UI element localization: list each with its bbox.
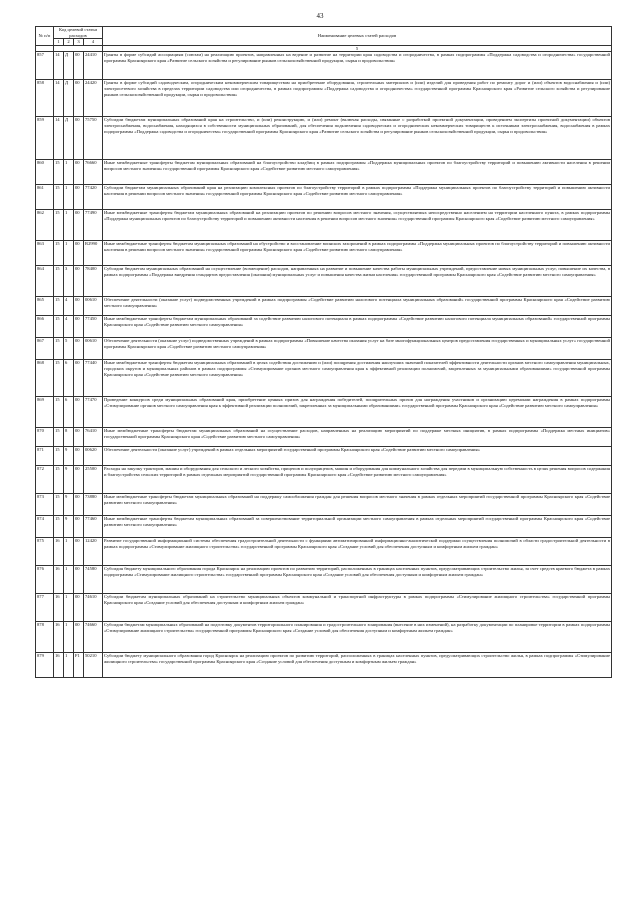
row-code-cell: 9 [64,494,74,516]
row-code-cell: 24410 [84,52,103,80]
row-code-cell: 77450 [84,316,103,338]
row-number-cell: 877 [36,594,54,622]
row-code-cell: 74580 [84,566,103,594]
row-code-cell: 15 [54,266,64,297]
row-code-cell: 77440 [84,360,103,397]
row-code-cell: 00 [74,185,84,210]
row-code-cell: 00 [74,266,84,297]
row-name-cell: Иные межбюджетные трансферты бюджетам муниципальных образований на реализацию проектов по решению вопросов местного значения, осуществляемых непосредственно населением на территории населенного пункта, в рамках подпрограммы «Поддержка муниципальных проектов по благоустройству территорий и повышению активности населения в решении вопросов местного значения» государственной программы Красноярского края «Содействие развитию местного самоуправления» [103,210,612,241]
row-name-cell: Развитие государственной информационной системы обеспечения градостроительной деятельности с функциями автоматизированной информационно-аналитической поддержки осуществления полномочий в области градостроительной деятельности в рамках подпрограммы «Стимулирование жилищного строительства» государственной программы Красноярского края «Создание условий для обеспечения доступным и комфортным жильем граждан» [103,538,612,566]
row-name-cell: Обеспечение деятельности (оказание услуг) учреждений в рамках отдельных мероприятий государственной программы Красноярского края «Содействие развитию местного самоуправления» [103,447,612,466]
row-code-cell: 16 [54,538,64,566]
row-code-cell: 78400 [84,266,103,297]
subheader-3: 3 [74,39,84,46]
row-code-cell: 15 [54,241,64,266]
row-code-cell: 00 [74,397,84,428]
row-name-cell: Субсидия бюджету муниципального образования города Красноярск на реализацию проектов по развитию территорий, расположенных в границах населенных пунктов, предусматривающих строительство жилья, за счет средств краевого бюджета в рамках подпрограммы «Стимулирование жилищного строительства» государственной программы Красноярского края «Создание условий для обеспечения доступным и комфортным жильем граждан» [103,566,612,594]
row-code-cell: 1 [64,566,74,594]
table-row [36,210,612,241]
row-number-cell: 868 [36,360,54,397]
table-row [36,160,612,185]
row-number-cell: 870 [36,428,54,447]
row-name-cell: Иные межбюджетные трансферты бюджетам муниципальных образований в целях содействия достижению и (или) поощрения достижения наилучших значений показателей эффективности деятельности органов местного самоуправления муниципальных, городских округов и муниципальных районов в рамках подпрограммы «Стимулирование органов местного самоуправления края к эффективной реализации полномочий, закрепленных за муниципальными образованиями» государственной программы Красноярского края «Содействие развитию местного самоуправления» [103,360,612,397]
row-name-cell: Иные межбюджетные трансферты бюджетам муниципальных образований на осуществление расходов, направленных на реализацию мероприятий по поддержке местных инициатив, в рамках подпрограммы «Поддержка местных инициатив» государственной программы Красноярского края «Содействие развитию местного самоуправления» [103,428,612,447]
row-code-cell: 76660 [84,160,103,185]
row-code-cell: 73880 [84,494,103,516]
table-row [36,594,612,622]
row-code-cell: 00 [74,338,84,360]
row-code-cell: 15 [54,447,64,466]
table-row [36,297,612,316]
row-code-cell: 12420 [84,538,103,566]
row-code-cell: 15 [54,210,64,241]
row-name-cell: Субсидии бюджетам муниципальных образований края на реализацию комплексных проектов по благоустройству территорий в рамках подпрограммы «Поддержка муниципальных проектов по благоустройству территорий и повышению активности населения в решении вопросов местного значения» государственной программы Красноярского края «Содействие развитию местного самоуправления» [103,185,612,210]
row-code-cell: 1 [64,538,74,566]
row-code-cell: 00 [74,297,84,316]
table-row [36,494,612,516]
row-code-cell: 00 [74,538,84,566]
row-number-cell: 873 [36,494,54,516]
table-row [36,447,612,466]
row-code-cell: R2990 [84,241,103,266]
row-code-cell: 15 [54,516,64,538]
row-number-cell: 860 [36,160,54,185]
row-code-cell: 6 [64,397,74,428]
row-code-cell: 77460 [84,516,103,538]
header-name: Наименование целевых статей расходов [103,27,612,46]
row-number-cell: 857 [36,52,54,80]
row-code-cell: 00 [74,466,84,494]
row-code-cell: 16 [54,566,64,594]
subheader-1: 1 [54,39,64,46]
row-name-cell: Субсидии бюджетам муниципальных образований на осуществление (возмещение) расходов, направленных на развитие и повышение качества работы муниципальных учреждений, предоставление новых муниципальных услуг, повышение их качества, в рамках подпрограммы «Поддержка внедрения стандартов предоставления (оказания) муниципальных услуг и повышения качества жизни населения» государственной программы Красноярского края «Содействие развитию местного самоуправления» [103,266,612,297]
row-code-cell: 4 [64,297,74,316]
row-code-cell: 8 [64,428,74,447]
row-code-cell: 15 [54,185,64,210]
row-code-cell: 76410 [84,428,103,447]
row-name-cell: Иные межбюджетные трансферты бюджетам муниципальных образований за содействие развитию налогового потенциала в рамках подпрограммы «Содействие развитию налогового потенциала муниципальных образований» государственной программы Красноярского края «Содействие развитию местного самоуправления» [103,316,612,338]
row-name-cell: Иные межбюджетные трансферты бюджетам муниципальных образований за совершенствование территориальной организации местного самоуправления в рамках отдельных мероприятий государственной программы Красноярского края «Содействие развитию местного самоуправления» [103,516,612,538]
row-code-cell: 00620 [84,447,103,466]
row-number-cell: 875 [36,538,54,566]
row-number-cell: 874 [36,516,54,538]
row-code-cell: 74660 [84,622,103,653]
row-number-cell: 863 [36,241,54,266]
row-code-cell: 15 [54,316,64,338]
row-code-cell: 00 [74,516,84,538]
row-number-cell: 876 [36,566,54,594]
row-code-cell: 75750 [84,117,103,160]
table-row [36,80,612,117]
row-number-cell: 864 [36,266,54,297]
subheader-2: 2 [64,39,74,46]
table-colnum-row [36,45,612,52]
row-code-cell: 1 [64,241,74,266]
row-code-cell: 16 [54,622,64,653]
table-row [36,653,612,678]
row-code-cell: 9 [64,466,74,494]
row-code-cell: 00610 [84,297,103,316]
row-code-cell: 00 [74,160,84,185]
row-code-cell: 00 [74,494,84,516]
row-code-cell: 4 [64,316,74,338]
row-code-cell: 15 [54,494,64,516]
row-number-cell: 871 [36,447,54,466]
row-name-cell: Субсидии бюджетам муниципальных образований края на строительство, и (или) реконструкцию, и (или) ремонт (включая расходы, связанные с разработкой проектной документации, проведением экспертизы проектной документации) объектов электроснабжения, водоснабжения, находящихся в собственности муниципальных образований, для обеспечения подключения садоводческих и огороднических некоммерческих товариществ к источникам электроснабжения, водоснабжения в рамках подпрограммы «Поддержка садоводства и огородничества» государственной программы Красноярского края «Развитие сельского хозяйства и регулирование рынков сельскохозяйственной продукции, сырья и продовольствия» [103,117,612,160]
row-code-cell: 5 [64,338,74,360]
table-row [36,117,612,160]
row-code-cell: 15 [54,428,64,447]
table-row [36,316,612,338]
row-number-cell: 866 [36,316,54,338]
colnum-empty [36,45,54,52]
row-code-cell: 00 [74,622,84,653]
row-code-cell: 25500 [84,466,103,494]
subheader-4: 4 [84,39,103,46]
row-code-cell: 1 [64,653,74,678]
row-code-cell: 1 [64,594,74,622]
row-code-cell: 9 [64,516,74,538]
row-name-cell: Иные межбюджетные трансферты бюджетам муниципальных образований на благоустройство кладбищ в рамках подпрограммы «Поддержка муниципальных проектов по благоустройству территорий и повышению активности населения в решении вопросов местного значения» государственной программы Красноярского края «Содействие развитию местного самоуправления» [103,160,612,185]
row-code-cell: 00 [74,241,84,266]
row-code-cell: 6 [64,360,74,397]
row-code-cell: Д [64,117,74,160]
row-code-cell: 15 [54,160,64,185]
row-code-cell: 1 [64,160,74,185]
table-row [36,538,612,566]
row-code-cell: 00 [74,360,84,397]
row-code-cell: 9 [64,447,74,466]
row-number-cell: 869 [36,397,54,428]
row-code-cell: 14 [54,52,64,80]
table-row [36,397,612,428]
row-code-cell: 00 [74,210,84,241]
row-number-cell: 861 [36,185,54,210]
row-code-cell: 15 [54,338,64,360]
row-name-cell: Субсидии бюджетам муниципальных образований на подготовку документов территориального планирования и градостроительного зонирования (внесение в них изменений), на разработку документации по планировке территории в рамках подпрограммы «Стимулирование жилищного строительства» государственной программы Красноярского края «Создание условий для обеспечения доступным и комфортным жильем граждан» [103,622,612,653]
row-code-cell: 00 [74,52,84,80]
row-code-cell: 00 [74,80,84,117]
row-code-cell: 1 [64,622,74,653]
row-code-cell: 14 [54,80,64,117]
table-row [36,266,612,297]
row-code-cell: 77490 [84,210,103,241]
table-row [36,428,612,447]
row-code-cell: 24420 [84,80,103,117]
row-code-cell: 00 [74,117,84,160]
header-code: Код целевой статьи расходов [54,27,103,39]
row-code-cell: 77470 [84,397,103,428]
row-code-cell: 00 [74,447,84,466]
row-name-cell: Расходы на закупку тракторов, машин и оборудования для сельского и лесного хозяйства, прицепов и полуприцепов, машин и оборудования для коммунального хозяйства для передачи в муниципальную собственность в целях решения вопросов содержания и благоустройства сельских территорий в рамках отдельных мероприятий государственной программы Красноярского края «Содействие развитию местного самоуправления» [103,466,612,494]
row-name-cell: Субсидии бюджету муниципального образования город Красноярск на реализацию проектов по развитию территорий, расположенных в границах населенных пунктов, предусматривающих строительство жилья, в рамках подпрограммы «Стимулирование жилищного строительства» государственной программы Красноярского края «Создание условий для обеспечения доступным и комфортным жильем граждан» [103,653,612,678]
row-code-cell: 16 [54,594,64,622]
colnum-empty-code [54,45,103,52]
row-code-cell: 1 [64,210,74,241]
row-code-cell: 00610 [84,338,103,360]
header-number: № п/п [36,27,54,46]
table-header-row [36,27,612,39]
row-name-cell: Гранты в форме субсидий ассоциациям (союзам) на реализацию проектов, направленных на ведение и развитие на территории края садоводства и огородничества, в рамках подпрограммы «Поддержка садоводства и огородничества» государственной программы Красноярского края «Развитие сельского хозяйства и регулирование рынков сельскохозяйственной продукции, сырья и продовольствия» [103,52,612,80]
row-code-cell: 14 [54,117,64,160]
row-number-cell: 865 [36,297,54,316]
page-number: 43 [316,12,324,20]
row-code-cell: 74610 [84,594,103,622]
row-number-cell: 858 [36,80,54,117]
row-code-cell: 16 [54,653,64,678]
table-row [36,185,612,210]
target-articles-table [35,26,612,678]
row-code-cell: 00 [74,566,84,594]
table-row [36,241,612,266]
colnum-name: 5 [103,45,612,52]
row-name-cell: Обеспечение деятельности (оказание услуг) подведомственных учреждений в рамках подпрограммы «Содействие развитию налогового потенциала муниципальных образований» государственной программы Красноярского края «Содействие развитию местного самоуправления» [103,297,612,316]
table-row [36,360,612,397]
table-row [36,622,612,653]
row-number-cell: 872 [36,466,54,494]
table-row [36,566,612,594]
table-row [36,52,612,80]
row-name-cell: Проведение конкурсов среди муниципальных образований края, приобретение ценных призов для награждения победителей, поощрительных призов для награждения участников и организацию церемонии награждения в рамках подпрограммы «Стимулирование органов местного самоуправления края к эффективной реализации полномочий, закрепленных за муниципальными образованиями» государственной программы Красноярского края «Содействие развитию местного самоуправления» [103,397,612,428]
row-name-cell: Иные межбюджетные трансферты бюджетам муниципальных образований на обустройство и восстановление воинских захоронений в рамках подпрограммы «Поддержка муниципальных проектов по благоустройству территорий и повышению активности населения в решении вопросов местного значения» государственной программы Красноярского края «Содействие развитию местного самоуправления» [103,241,612,266]
row-name-cell: Иные межбюджетные трансферты бюджетам муниципальных образований на поддержку самообложения граждан для решения вопросов местного значения в рамках отдельных мероприятий государственной программы Красноярского края «Содействие развитию местного самоуправления» [103,494,612,516]
table-row [36,338,612,360]
row-code-cell: Д [64,80,74,117]
row-name-cell: Обеспечение деятельности (оказание услуг) подведомственных учреждений в рамках подпрограммы «Повышение качества оказания услуг на базе многофункциональных центров предоставления государственных и муниципальных услуг» государственной программы Красноярского края «Содействие развитию местного самоуправления» [103,338,612,360]
row-number-cell: 878 [36,622,54,653]
row-code-cell: 15 [54,397,64,428]
table-row [36,516,612,538]
row-code-cell: 00 [74,594,84,622]
row-code-cell: F1 [74,653,84,678]
table-body [36,52,612,678]
row-code-cell: 00 [74,428,84,447]
row-number-cell: 879 [36,653,54,678]
table-row [36,466,612,494]
row-code-cell: 1 [64,185,74,210]
row-code-cell: 15 [54,360,64,397]
row-code-cell: 50210 [84,653,103,678]
row-code-cell: 00 [74,316,84,338]
row-number-cell: 862 [36,210,54,241]
row-code-cell: 15 [54,466,64,494]
row-number-cell: 859 [36,117,54,160]
row-code-cell: 15 [54,297,64,316]
row-code-cell: Д [64,52,74,80]
row-code-cell: 3 [64,266,74,297]
row-name-cell: Субсидии бюджетам муниципальных образований на строительство муниципальных объектов коммунальной и транспортной инфраструктуры в рамках подпрограммы «Стимулирование жилищного строительства» государственной программы Красноярского края «Создание условий для обеспечения доступным и комфортным жильем граждан» [103,594,612,622]
row-name-cell: Гранты в форме субсидий садоводческим, огородническим некоммерческим товариществам на приобретение оборудования, строительных материалов и (или) изделий для проведения работ по ремонту дорог и (или) объектов водоснабжения и (или) электросетевого хозяйства в пределах территории садоводства или огородничества, в рамках подпрограммы «Поддержка садоводства и огородничества» государственной программы Красноярского края «Развитие сельского хозяйства и регулирование рынков сельскохозяйственной продукции, сырья и продовольствия» [103,80,612,117]
row-number-cell: 867 [36,338,54,360]
row-code-cell: 77420 [84,185,103,210]
